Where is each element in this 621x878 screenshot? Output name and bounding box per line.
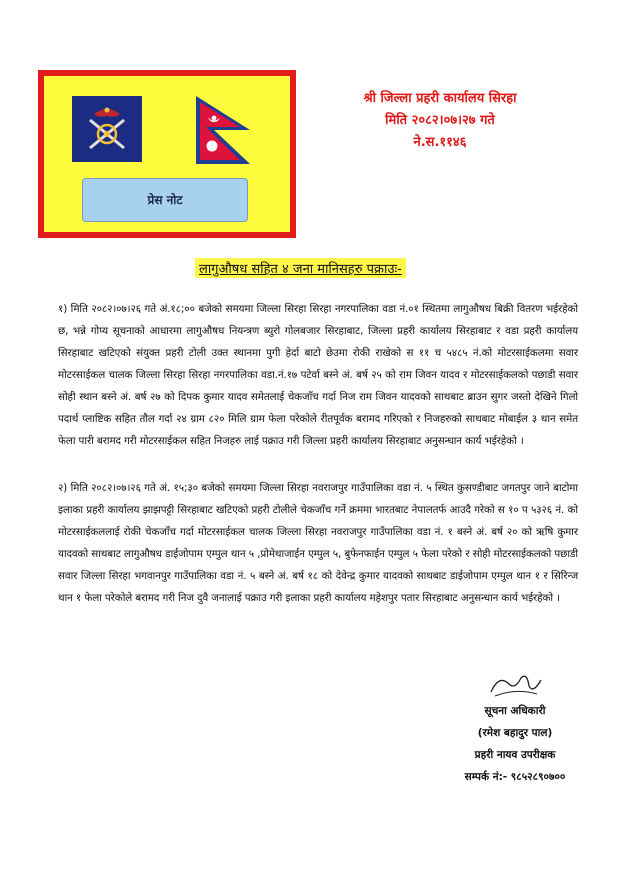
nepal-flag xyxy=(194,94,252,166)
letterhead-box xyxy=(38,70,296,238)
handwritten-signature xyxy=(485,670,545,700)
contact-number: सम्पर्क नं:- ९८५२८९०७०० xyxy=(464,771,566,783)
signatory-name: (रमेश बहादुर पाल) xyxy=(477,727,553,739)
reference-number: ने.स.११४६ xyxy=(413,135,467,150)
signature-block xyxy=(440,670,590,788)
headline: लागुऔषध सहित ४ जना मानिसहरु पक्राउः- xyxy=(195,258,406,278)
news-paragraph-1: १) मिति २०८२।०७।२६ गते अं.१८;०० बजेको समयमा जिल्ला सिरहा सिरहा नगरपालिका वडा नं.०१ स्थितमा लागुऔषध बिक्री वितरण भईरहेको छ, भन्ने गोप्य सूचनाको आधारमा लागुऔषध नियन्त्रण ब्युरो गोलबजार सिरहाबाट, जिल्ला प्रहरी कार्यालय सिरहाबाट र वडा प्रहरी कार्यालय सिरहाबाट खटिएको संयुक्त प्रहरी टोली उक्त स्थानमा पुगी हेर्दा बाटो छेउमा रोकी राखेको स ११ च ५४८५ नं.को मोटरसाईकलमा सवार मोटरसाईकल चालक जिल्ला सिरहा सिरहा नगरपालिका वडा.नं.१७ पटेर्वा बस्ने अं. बर्ष २५ को राम जिवन यादव र मोटरसाईकलको पछाडी सवार सोही स्थान बस्ने अं. बर्ष २७ को दिपक कुमार यादव समेतलाई चेकजाँच गर्दा निज राम जिवन यादवको साथबाट ब्राउन सुगर जस्तो देखिने गिलो पदार्थ प्लाष्टिक सहित तौल गर्दा २४ ग्राम ८२० मिलि ग्राम फेला परेकोले रीतपूर्वक बरामद गरिएको र निजहरुको साथबाट मोबाईल ३ थान समेत फेला पारी बरामद गरी मोटरसाईकल सहित निजहरु लाई पक्राउ गरी जिल्ला प्रहरी कार्यालय सिरहाबाट अनुसन्धान कार्य भईरहेको । xyxy=(58,303,578,447)
nepal-police-emblem xyxy=(72,96,142,162)
office-header xyxy=(310,88,570,154)
office-name: श्री जिल्ला प्रहरी कार्यालय सिरहा xyxy=(363,91,517,106)
news-paragraph-2: २) मिति २०८२।०७।२६ गते अं. १५;३० बजेको समयमा जिल्ला सिरहा नवराजपुर गाउँपालिका वडा नं. ५ स्थित कुसण्डीबाट जगतपुर जाने बाटोमा इलाका प्रहरी कार्यालय झाझपट्टी सिरहाबाट खटिएको प्रहरी टोलीले चेकजाँच गर्ने क्रममा भारतबाट नेपालतर्फ आउदै गरेको स १० प ५३२६ नं. को मोटरसाईकललाई रोकी चेकजाँच गर्दा मोटरसाईकल चालक जिल्ला सिरहा नवराजपुर गाउँपालिका वडा नं. १ बस्ने अं. बर्ष २० को ऋषि कुमार यादवको साथबाट लागुऔषध डाईजोपाम एम्पुल थान ५ ,प्रोमेथाजाईन एम्पुल ५, बुफेनफाईन एम्पुल ५ फेला परेको र सोही मोटरसाईकलको पछाडी सवार जिल्ला सिरहा भगवानपुर गाउँपालिका वडा नं. ५ बस्ने अं. बर्ष १८ को देवेन्द्र कुमार यादवको साथबाट डाईजोपाम एम्पुल थान १ र सिरिन्ज थान १ फेला परेकोले बरामद गरी निज दुवै जनालाई पक्राउ गरी इलाका प्रहरी कार्यालय महेशपुर पतार सिरहाबाट अनुसन्धान कार्य भईरहेको । xyxy=(58,482,578,604)
signatory-rank: प्रहरी नायव उपरीक्षक xyxy=(474,749,556,761)
press-note-label: प्रेस नोट xyxy=(147,193,183,207)
signatory-title: सूचना अधिकारी xyxy=(484,705,546,717)
press-note-banner xyxy=(82,178,248,222)
date-line: मिति २०८२।०७।२७ गते xyxy=(385,113,495,128)
